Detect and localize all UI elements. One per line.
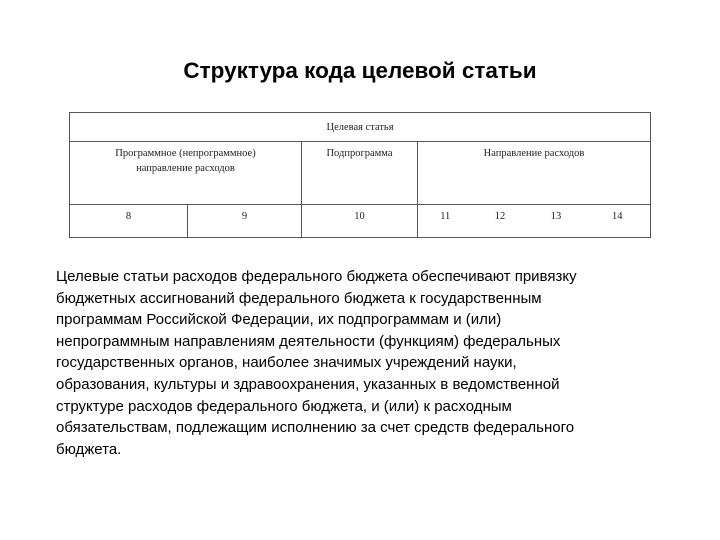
paragraph-line: Целевые статьи расходов федерального бюджета обеспечивают привязку [56,268,577,285]
body-paragraph [56,266,696,460]
paragraph-line: бюджетных ассигнований федерального бюджета к государственным [56,289,542,307]
digit-cell: 9 [188,205,302,238]
digit-cell: 11 [418,205,473,238]
target-article-code-table [69,112,651,238]
digit-cell: 13 [528,205,585,238]
group-expense-direction: Направление расходов [418,142,651,205]
paragraph-line: непрограммным направлениям деятельности (функциям) федеральных [56,332,561,350]
table-header-cell: Целевая статья [70,113,651,142]
digit-cell: 10 [302,205,418,238]
digit-cell: 8 [70,205,188,238]
paragraph-line: образования, культуры и здравоохранения, указанных в ведомственной [56,375,560,393]
digit-cell: 12 [473,205,528,238]
group-program-direction: Программное (непрограммное) направление расходов [70,142,302,205]
paragraph-line: государственных органов, наиболее значимых учреждений науки, [56,354,517,372]
digit-cell: 14 [585,205,651,238]
paragraph-line: обязательствам, подлежащим исполнению за счет средств федерального [56,419,575,437]
paragraph-line: структуре расходов федерального бюджета, и (или) к расходным [56,397,512,415]
paragraph-line: бюджета. [56,440,122,458]
paragraph-line: программам Российской Федерации, их подпрограммам и (или) [56,311,502,329]
slide-title: Структура кода целевой статьи [183,58,537,83]
group-subprogram: Подпрограмма [302,142,418,205]
